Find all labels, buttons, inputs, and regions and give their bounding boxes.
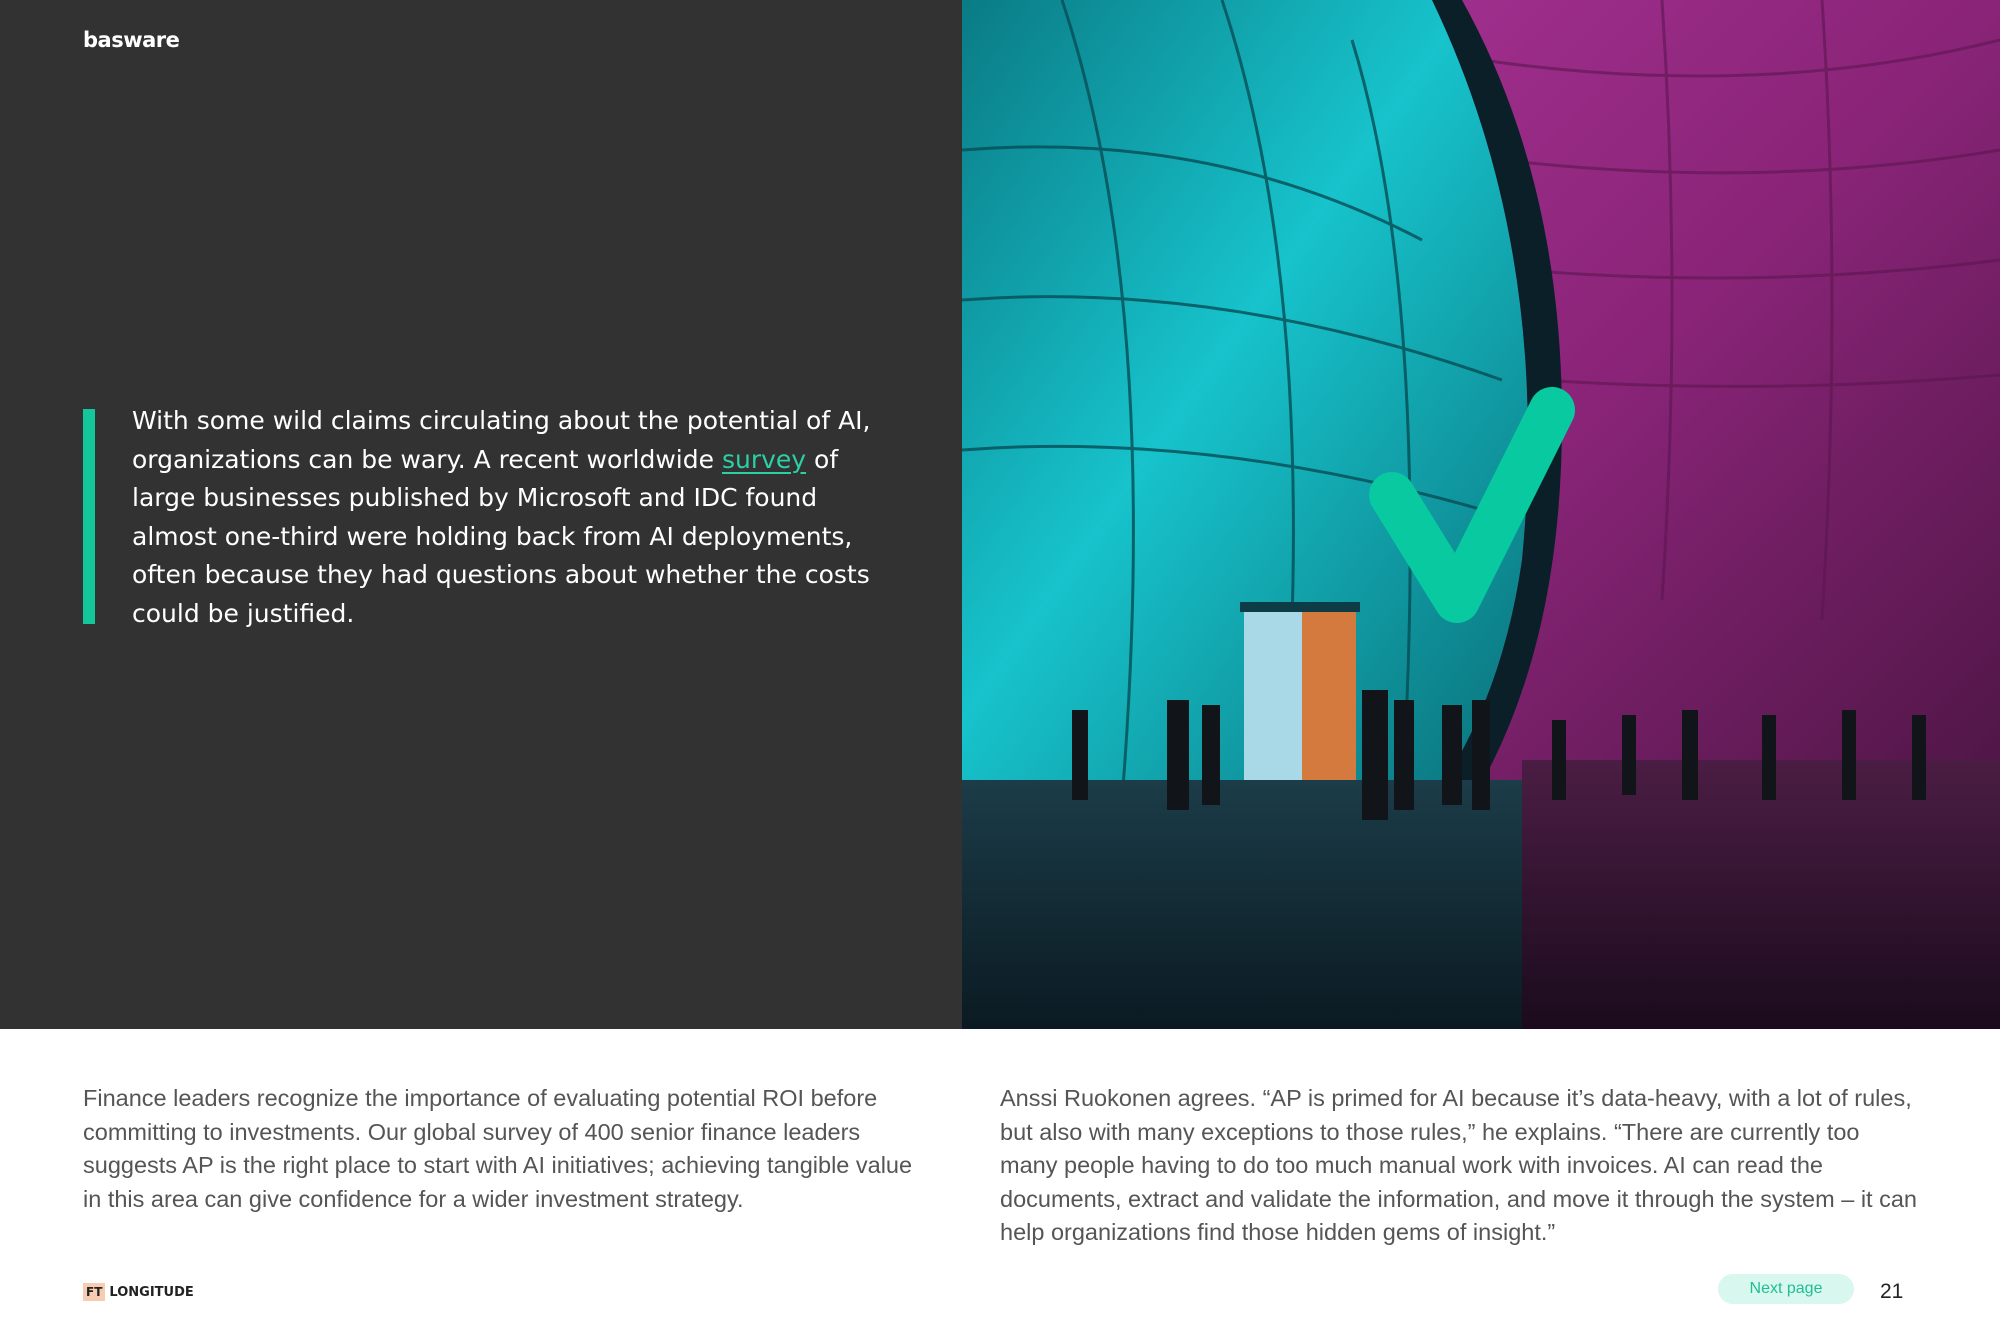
hero-panel — [0, 0, 962, 1029]
survey-link[interactable]: survey — [721, 444, 807, 474]
pull-quote-text-end: of large businesses published by Microsoft and IDC found almost one-third were holding back from AI deployments, often because they had questions about whether the costs could be justified. — [132, 444, 870, 628]
basware-logo: basware — [83, 28, 180, 52]
ft-longitude-logo — [83, 1283, 194, 1301]
longitude-label: LONGITUDE — [109, 1284, 194, 1300]
body-paragraph-left: Finance leaders recognize the importance of evaluating potential ROI before committing to investments. Our global survey of 400 senior finance leaders suggests AP is the right place to start with AI initiatives; achieving tangible value in this area can give confidence for a wider investment strategy. — [83, 1085, 913, 1212]
body-paragraph-right: Anssi Ruokonen agrees. “AP is primed for AI because it’s data-heavy, with a lot of rules, but also with many exceptions to those rules,” he explains. “There are currently too many people having to do too much manual work with invoices. AI can read the documents, extract and validate the information, and move it through the system – it can help organizations find those hidden gems of insight.” — [1000, 1085, 1917, 1245]
hero-image — [962, 0, 2000, 1029]
next-page-button[interactable]: Next page — [1718, 1274, 1854, 1304]
page-number: 21 — [1880, 1280, 1904, 1303]
quote-accent-bar — [83, 409, 95, 624]
ft-label: FT — [83, 1283, 105, 1301]
pull-quote — [132, 402, 892, 633]
pull-quote-text-start: With some wild claims circulating about the potential of AI, organizations can be wary. A recent worldwide — [132, 406, 871, 474]
